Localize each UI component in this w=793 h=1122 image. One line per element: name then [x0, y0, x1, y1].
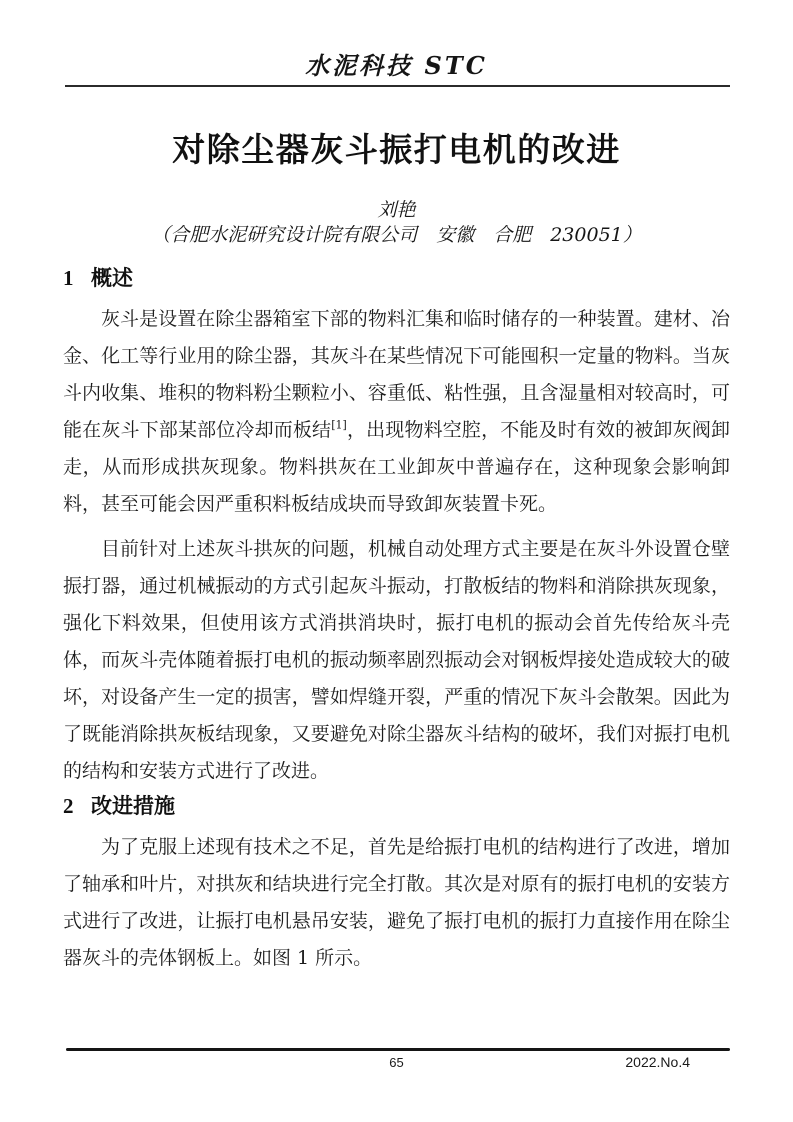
- section-number: 1: [63, 266, 74, 290]
- footer-rule: [66, 1048, 730, 1051]
- journal-title: 水泥科技 STC: [305, 51, 488, 80]
- paragraph-text: 灰斗是设置在除尘器箱室下部的物料汇集和临时储存的一种装置。建材、冶金、化工等行业用的除尘器，其灰斗在某些情况下可能囤积一定量的物料。当灰斗内收集、堆积的物料粉尘颗粒小、容重低、粘性强，且含湿量相对较高时，可能在灰斗下部某部位冷却而板结: [63, 308, 730, 441]
- author-name: 刘艳: [377, 199, 416, 221]
- paragraph: 为了克服上述现有技术之不足，首先是给振打电机的结构进行了改进，增加了轴承和叶片，对拱灰和结块进行完全打散。其次是对原有的振打电机的安装方式进行了改进，让振打电机悬吊安装，避免了振打电机的振打力直接作用在除尘器灰斗的壳体钢板上。如图 1 所示。: [63, 836, 730, 969]
- issue-label: 2022.No.4: [625, 1054, 690, 1070]
- section-number: 2: [63, 794, 74, 818]
- section-heading-improvements: [63, 792, 730, 821]
- author-affiliation: （合肥水泥研究设计院有限公司 安徽 合肥 230051）: [151, 224, 642, 246]
- article-title: 对除尘器灰斗振打电机的改进: [172, 131, 621, 168]
- citation-ref: [1]: [331, 418, 347, 432]
- section-heading-overview: [63, 264, 730, 293]
- paragraph-text: ，出现物料空腔，不能及时有效的被卸灰阀卸走，从而形成拱灰现象。物料拱灰在工业卸灰中普遍存在，这种现象会影响卸料，甚至可能会因严重积料板结成块而导致卸灰装置卡死。: [63, 419, 730, 515]
- paragraph: [63, 301, 730, 523]
- section-title: 改进措施: [91, 795, 175, 818]
- page-number: 65: [389, 1055, 404, 1070]
- paragraph: 目前针对上述灰斗拱灰的问题，机械自动处理方式主要是在灰斗外设置仓壁振打器，通过机械振动的方式引起灰斗振动，打散板结的物料和消除拱灰现象，强化下料效果，但使用该方式消拱消块时，振打电机的振动会首先传给灰斗壳体，而灰斗壳体随着振打电机的振动频率剧烈振动会对钢板焊接处造成较大的破坏，对设备产生一定的损害，譬如焊缝开裂，严重的情况下灰斗会散架。因此为了既能消除拱灰板结现象，又要避免对除尘器灰斗结构的破坏，我们对振打电机的结构和安装方式进行了改进。: [63, 538, 730, 782]
- article-body: [63, 0, 730, 977]
- section-title: 概述: [91, 267, 133, 290]
